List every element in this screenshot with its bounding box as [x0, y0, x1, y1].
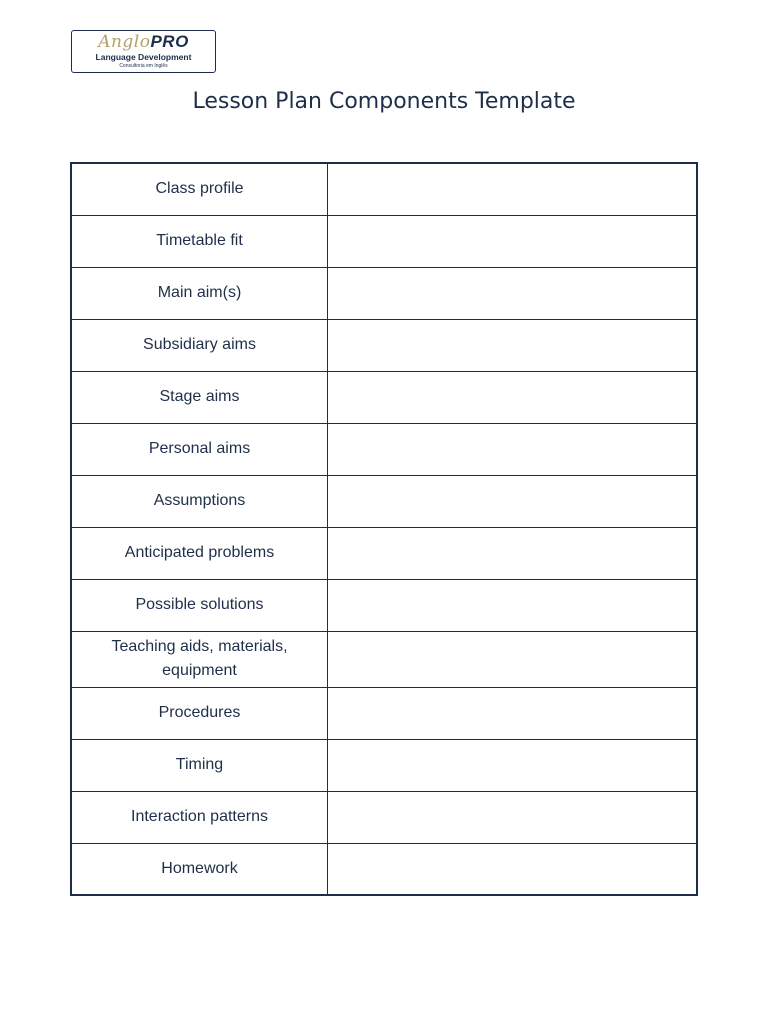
component-label: Teaching aids, materials, equipment — [111, 638, 288, 679]
table-row — [71, 843, 697, 895]
logo-subtitle: Language Development — [95, 52, 192, 62]
component-label-cell — [71, 739, 328, 791]
component-label: Procedures — [158, 704, 241, 721]
component-label-cell — [71, 371, 328, 423]
component-value-cell[interactable] — [328, 319, 698, 371]
component-label: Timing — [175, 756, 224, 773]
component-label-cell — [71, 215, 328, 267]
component-label: Main aim(s) — [157, 284, 242, 301]
component-value-cell[interactable] — [328, 267, 698, 319]
component-label: Personal aims — [148, 440, 251, 457]
table-row — [71, 267, 697, 319]
table-row — [71, 791, 697, 843]
brand-logo — [71, 30, 216, 73]
table-row — [71, 163, 697, 215]
component-label: Timetable fit — [156, 232, 243, 249]
component-label: Possible solutions — [135, 596, 264, 613]
component-label-cell — [71, 631, 328, 687]
component-value-cell[interactable] — [328, 423, 698, 475]
component-value-cell[interactable] — [328, 163, 698, 215]
logo-brand-part1: Anglo — [98, 32, 151, 52]
component-value-cell[interactable] — [328, 475, 698, 527]
table-row — [71, 215, 697, 267]
component-label: Subsidiary aims — [143, 336, 256, 353]
table-row — [71, 527, 697, 579]
logo-brand-part2: PRO — [150, 32, 189, 51]
component-label-cell — [71, 687, 328, 739]
component-label: Stage aims — [159, 388, 240, 405]
component-value-cell[interactable] — [328, 687, 698, 739]
component-value-cell[interactable] — [328, 527, 698, 579]
lesson-plan-table — [70, 162, 698, 896]
component-value-cell[interactable] — [328, 215, 698, 267]
logo-tagline: Consultoria em Inglês — [119, 63, 168, 69]
table-row — [71, 631, 697, 687]
table-row — [71, 475, 697, 527]
component-label-cell — [71, 475, 328, 527]
component-value-cell[interactable] — [328, 579, 698, 631]
component-label: Anticipated problems — [124, 544, 275, 561]
component-label: Interaction patterns — [131, 808, 268, 825]
component-label-cell — [71, 527, 328, 579]
component-label-cell — [71, 423, 328, 475]
component-label-cell — [71, 267, 328, 319]
component-value-cell[interactable] — [328, 371, 698, 423]
component-label: Assumptions — [153, 492, 246, 509]
component-label-cell — [71, 163, 328, 215]
logo-wordmark — [72, 33, 215, 51]
component-value-cell[interactable] — [328, 791, 698, 843]
table-row — [71, 687, 697, 739]
component-value-cell[interactable] — [328, 739, 698, 791]
table-row — [71, 579, 697, 631]
table-row — [71, 371, 697, 423]
table-row — [71, 319, 697, 371]
component-value-cell[interactable] — [328, 843, 698, 895]
table-row — [71, 423, 697, 475]
component-label: Homework — [161, 859, 238, 877]
component-value-cell[interactable] — [328, 631, 698, 687]
table-row — [71, 739, 697, 791]
page-title: Lesson Plan Components Template — [192, 89, 576, 114]
component-label-cell — [71, 579, 328, 631]
component-label-cell — [71, 791, 328, 843]
component-label: Class profile — [155, 180, 244, 198]
component-label-cell — [71, 843, 328, 895]
component-label-cell — [71, 319, 328, 371]
